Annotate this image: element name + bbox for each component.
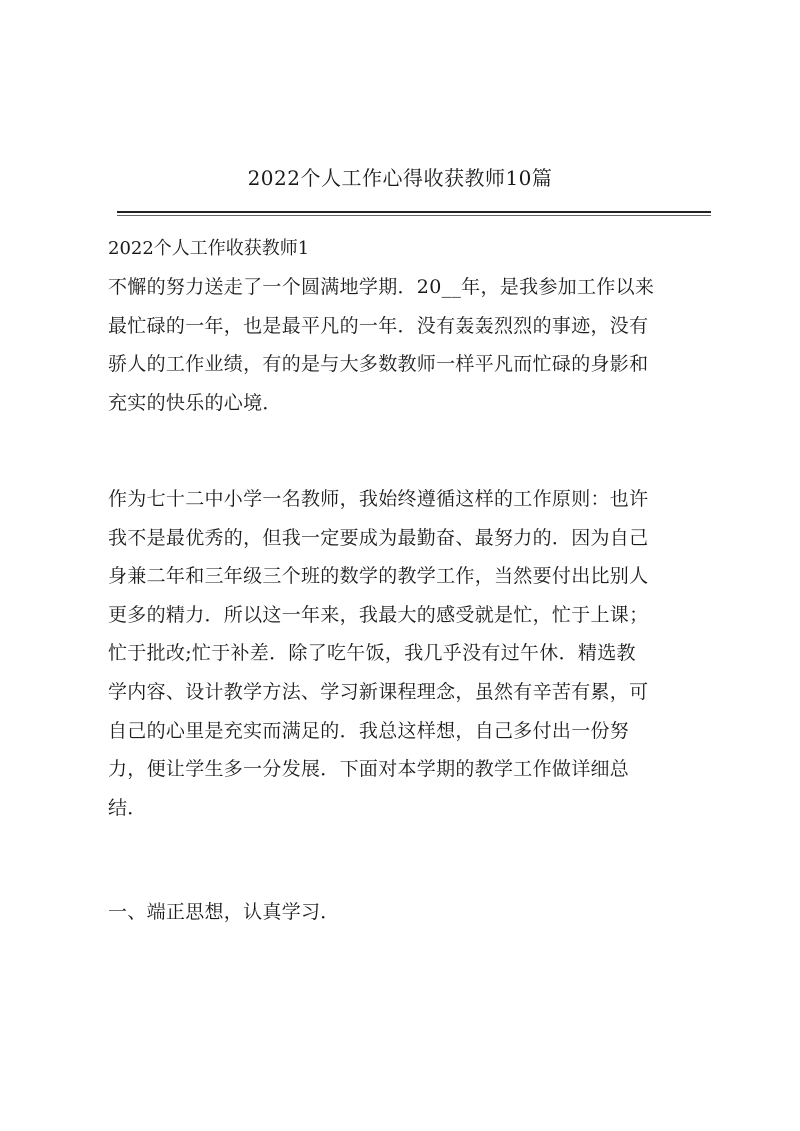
paragraph-line: 充实的快乐的心境． [108, 391, 282, 414]
title-divider-thin [117, 215, 711, 216]
section-title: 2022个人工作收获教师1 [108, 238, 310, 259]
document-title: 2022个人工作心得收获教师10篇 [247, 166, 553, 190]
subheading-1: 一、端正思想，认真学习． [108, 901, 340, 923]
paragraph-line: 我不是最优秀的，但我一定要成为最勤奋、最努力的．因为自己 [108, 526, 649, 549]
paragraph-line: 骄人的工作业绩，有的是与大多数教师一样平凡而忙碌的身影和 [108, 353, 649, 376]
title-divider-thick [117, 211, 711, 213]
paragraph-line: 最忙碌的一年，也是最平凡的一年．没有轰轰烈烈的事迹，没有 [108, 314, 649, 337]
paragraph-line: 更多的精力．所以这一年来，我最大的感受就是忙，忙于上课； [108, 603, 649, 626]
paragraph-line: 作为七十二中小学一名教师，我始终遵循这样的工作原则：也许 [108, 488, 649, 510]
paragraph-line: 力，便让学生多一分发展．下面对本学期的教学工作做详细总 [108, 758, 630, 781]
paragraph-line: 忙于批改;忙于补差．除了吃午饭，我几乎没有过午休．精选教 [108, 642, 636, 665]
paragraph-line: 身兼二年和三年级三个班的数学的教学工作，当然要付出比别人 [108, 565, 649, 588]
paragraph-line: 自己的心里是充实而满足的．我总这样想，自己多付出一份努 [108, 719, 630, 742]
paragraph-line: 结． [108, 796, 147, 819]
paragraph-line: 不懈的努力送走了一个圆满地学期．20__年，是我参加工作以来 [108, 276, 655, 298]
paragraph-2 [108, 480, 718, 827]
paragraph-line: 学内容、设计教学方法、学习新课程理念，虽然有辛苦有累，可 [108, 680, 649, 703]
paragraph-1 [108, 268, 718, 422]
